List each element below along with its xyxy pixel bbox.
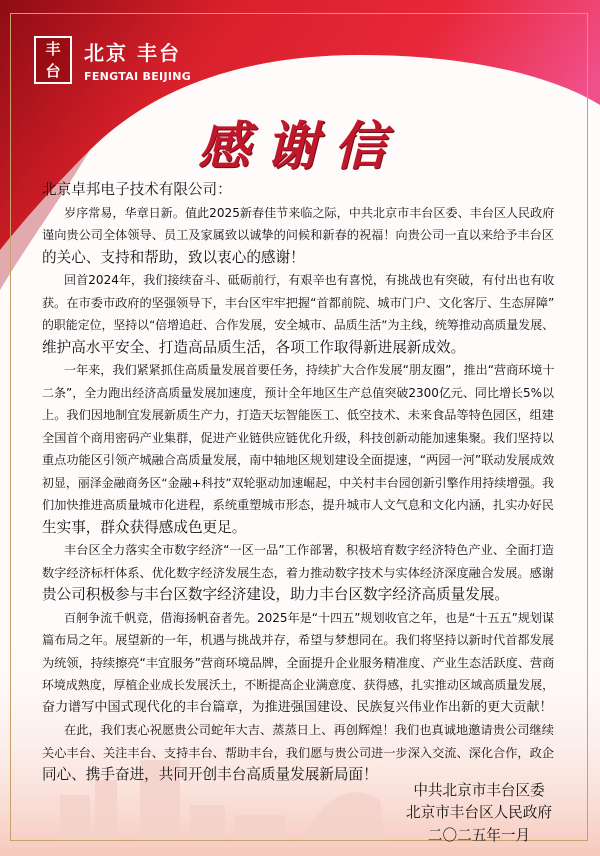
letter-body [42, 179, 554, 847]
paragraph-line: 为统领，持续擦亮“丰宜服务”营商环境品牌，全面提升企业服务精准度、产业生态活跃度、营商 [42, 655, 555, 670]
paragraph-line: 生实事，群众获得感成色更足。 [42, 518, 247, 536]
paragraph-line: 们加快推进高质量城市化进程，系统重塑城市形态，提升城市人文气息和文化内涵，扎实办好民 [42, 498, 554, 512]
paragraph [42, 719, 554, 787]
salutation: 北京卓邦电子技术有限公司： [42, 181, 232, 198]
letter-title: 感谢信 [197, 116, 402, 177]
paragraph-line: 上。我们因地制宜发展新质生产力，打造天坛智能医工、低空技术、未来食品等特色园区，组建 [42, 408, 554, 422]
paragraph-line: 重点功能区引领产城融合高质量发展，南中轴地区规划建设全面提速，“两园一河”联动发展成效 [42, 453, 555, 467]
logo-name-en: FENGTAI BEIJING [84, 70, 192, 83]
fengtai-logo [34, 36, 191, 84]
paragraph-line: 百舸争流千帆竞，借海扬帆奋者先。2025年是“十四五”规划收官之年，也是“十五五”规划谋 [64, 610, 554, 625]
paragraph-line: 关心丰台、关注丰台、支持丰台、帮助丰台，我们愿与贵公司进一步深入交流、深化合作，政企 [42, 745, 554, 760]
paragraph-line: 环境成熟度，厚植企业成长发展沃土，不断提高企业满意度、获得感，扎实推动区域高质量发展， [42, 678, 554, 692]
paragraph-line: 初显，丽泽金融商务区“金融+科技”双轮驱动加速崛起，中关村丰台园创新引擎作用持续增强。我 [42, 475, 554, 490]
paragraph-line: 篇布局之年。展望新的一年，机遇与挑战并存，希望与梦想同在。我们将坚持以新时代首都发展 [42, 633, 554, 647]
paragraph-line: 全国首个商用密码产业集群，促进产业链供应链优化升级，科技创新动能加速集聚。我们坚持以 [42, 430, 554, 445]
seal-glyph: 台 [45, 61, 61, 80]
paragraph-line: 同心、携手奋进，共同开创丰台高质量发展新局面！ [42, 766, 378, 783]
paragraph-line: 数字经济标杆体系、优化数字经济发展生态，着力推动数字技术与实体经济深度融合发展。感谢 [42, 565, 554, 580]
paragraph-line: 的关心、支持和帮助，致以衷心的感谢！ [42, 248, 305, 266]
paragraph-line: 获。在市委市政府的坚强领导下，丰台区牢牢把握“首都前院、城市门户、文化客厅、生态屏障” [42, 295, 555, 310]
paragraph [42, 607, 554, 720]
seal-glyph: 丰 [45, 39, 61, 58]
paragraph-line: 奋力谱写中国式现代化的丰台篇章，为推进强国建设、民族复兴伟业作出新的更大贡献！ [42, 699, 553, 715]
paragraph-line: 二条”，全力跑出经济高质量发展加速度，预计全年地区生产总值突破2300亿元、同比增长5%以 [42, 385, 554, 400]
paragraph-line: 回首2024年，我们接续奋斗、砥砺前行，有艰辛也有喜悦，有挑战也有突破，有付出也有收 [64, 273, 555, 287]
paragraph [42, 359, 554, 539]
logo-seal [34, 36, 72, 84]
paragraph-line: 谨向贵公司全体领导、员工及家属致以诚挚的问候和新春的祝福！向贵公司一直以来给予丰台区 [42, 228, 554, 242]
signature-block [42, 780, 554, 848]
signature-line: 中共北京市丰台区委 [413, 781, 545, 799]
paragraph-line: 丰台区全力落实全市数字经济“一区一品”工作部署，积极培育数字经济特色产业、全面打造 [64, 543, 554, 557]
paragraph [42, 202, 554, 270]
logo-name-cn: 北京 丰台 [84, 41, 181, 65]
paragraph [42, 539, 554, 607]
signature-line: 北京市丰台区人民政府 [406, 804, 552, 821]
signature-date: 二〇二五年一月 [427, 826, 531, 844]
paragraph-line: 维护高水平安全、打造高品质生活，各项工作取得新进展新成效。 [42, 338, 466, 356]
paragraph-line: 贵公司积极参与丰台区数字经济建设，助力丰台区数字经济高质量发展。 [42, 586, 510, 603]
paragraph [42, 269, 554, 359]
paragraph-line: 一年来，我们紧紧抓住高质量发展首要任务，持续扩大合作发展“朋友圈”，推出“营商环境十 [64, 363, 555, 377]
paragraph-line: 在此，我们衷心祝愿贵公司蛇年大吉、蒸蒸日上、再创辉煌！我们也真诚地邀请贵公司继续 [64, 723, 554, 737]
paragraph-line: 的职能定位，坚持以“倍增追赶、合作发展，安全城市、品质生活”为主线，统筹推动高质量发展、 [42, 318, 554, 332]
paragraph-line: 岁序常易，华章日新。值此2025新春佳节来临之际，中共北京市丰台区委、丰台区人民政府 [64, 205, 555, 220]
